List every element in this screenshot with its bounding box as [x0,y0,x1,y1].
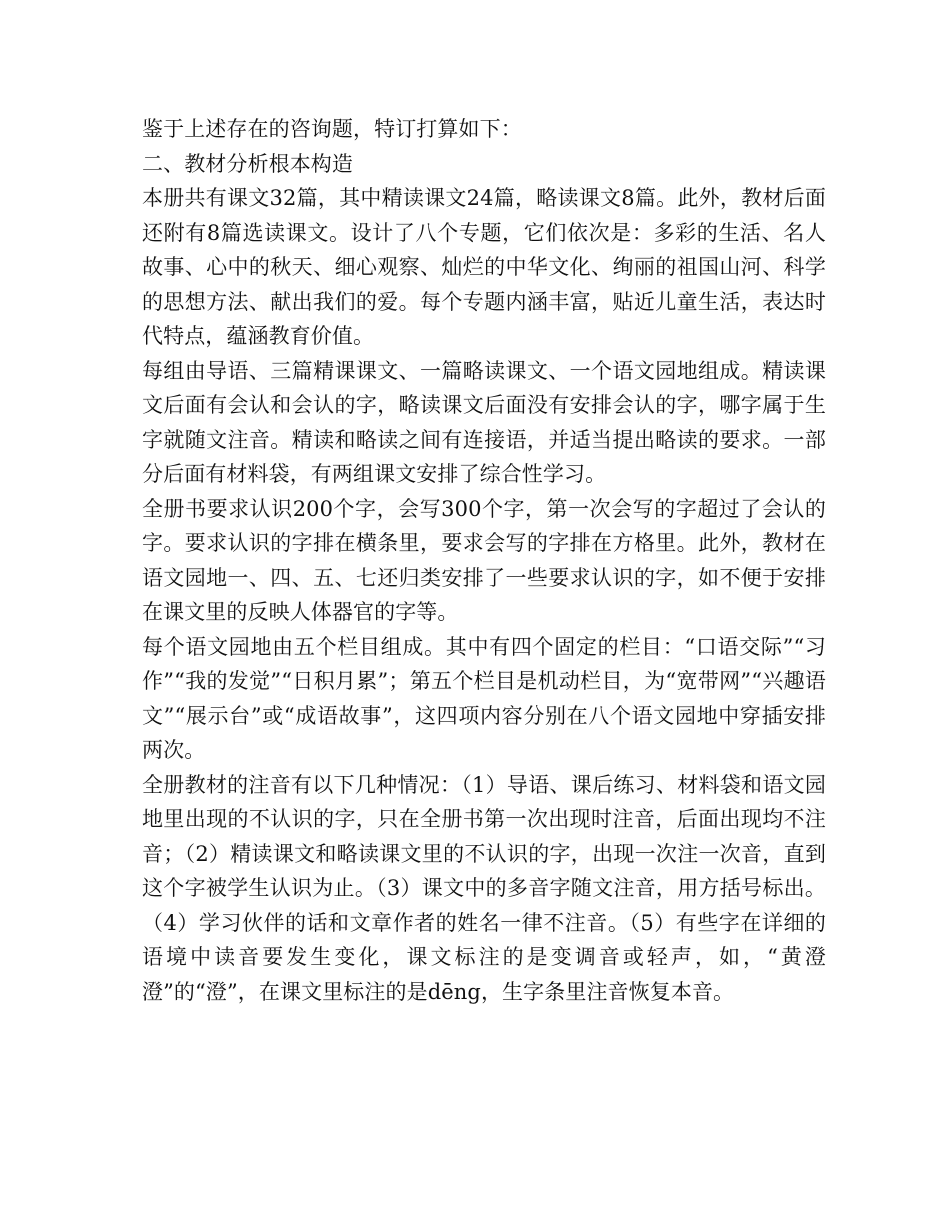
document-body [142,112,826,1009]
paragraph-unit-structure: 每组由导语、三篇精课课文、一篇略读课文、一个语文园地组成。精读课文后面有会认和会认的字，略读课文后面没有安排会认的字，哪字属于生字就随文注音。精读和略读之间有连接语，并适当提出略读的要求。一部分后面有材料袋，有两组课文安排了综合性学习。 [142,358,826,486]
paragraph-intro: 鉴于上述存在的咨询题，特订打算如下： [142,117,522,141]
paragraph-texts-overview: 本册共有课文32篇，其中精读课文24篇，略读课文8篇。此外，教材后面还附有8篇选读课文。设计了八个专题，它们依次是：多彩的生活、名人故事、心中的秋天、细心观察、灿烂的中华文化、绚丽的祖国山河、科学的思想方法、献出我们的爱。每个专题内涵丰富，贴近儿童生活，表达时代特点，蕴涵教育价值。 [142,186,826,348]
paragraph-phonetic-notation: 全册教材的注音有以下几种情况：（1）导语、课后练习、材料袋和语文园地里出现的不认识的字，只在全册书第一次出现时注音，后面出现均不注音；（2）精读课文和略读课文里的不认识的字，出现一次注一次音，直到这个字被学生认识为止。（3）课文中的多音字随文注音，用方括号标出。（4）学习伙伴的话和文章作者的姓名一律不注音。（5）有些字在详细的语境中读音要发生变化，课文标注的是变调音或轻声，如，“黄澄澄”的“澄”，在课文里标注的是dēng，生字条里注音恢复本音。 [142,772,826,1004]
paragraph-language-garden: 每个语文园地由五个栏目组成。其中有四个固定的栏目：“口语交际”“习作”“我的发觉”“日积月累”；第五个栏目是机动栏目，为“宽带网”“兴趣语文”“展示台”或“成语故事”，这四项内容分别在八个语文园地中穿插安排两次。 [142,634,826,762]
section-heading: 二、教材分析根本构造 [142,151,353,176]
paragraph-character-requirements: 全册书要求认识200个字，会写300个字，第一次会写的字超过了会认的字。要求认识的字排在横条里，要求会写的字排在方格里。此外，教材在语文园地一、四、五、七还归类安排了一些要求认识的字，如不便于安排在课文里的反映人体器官的字等。 [142,496,826,624]
